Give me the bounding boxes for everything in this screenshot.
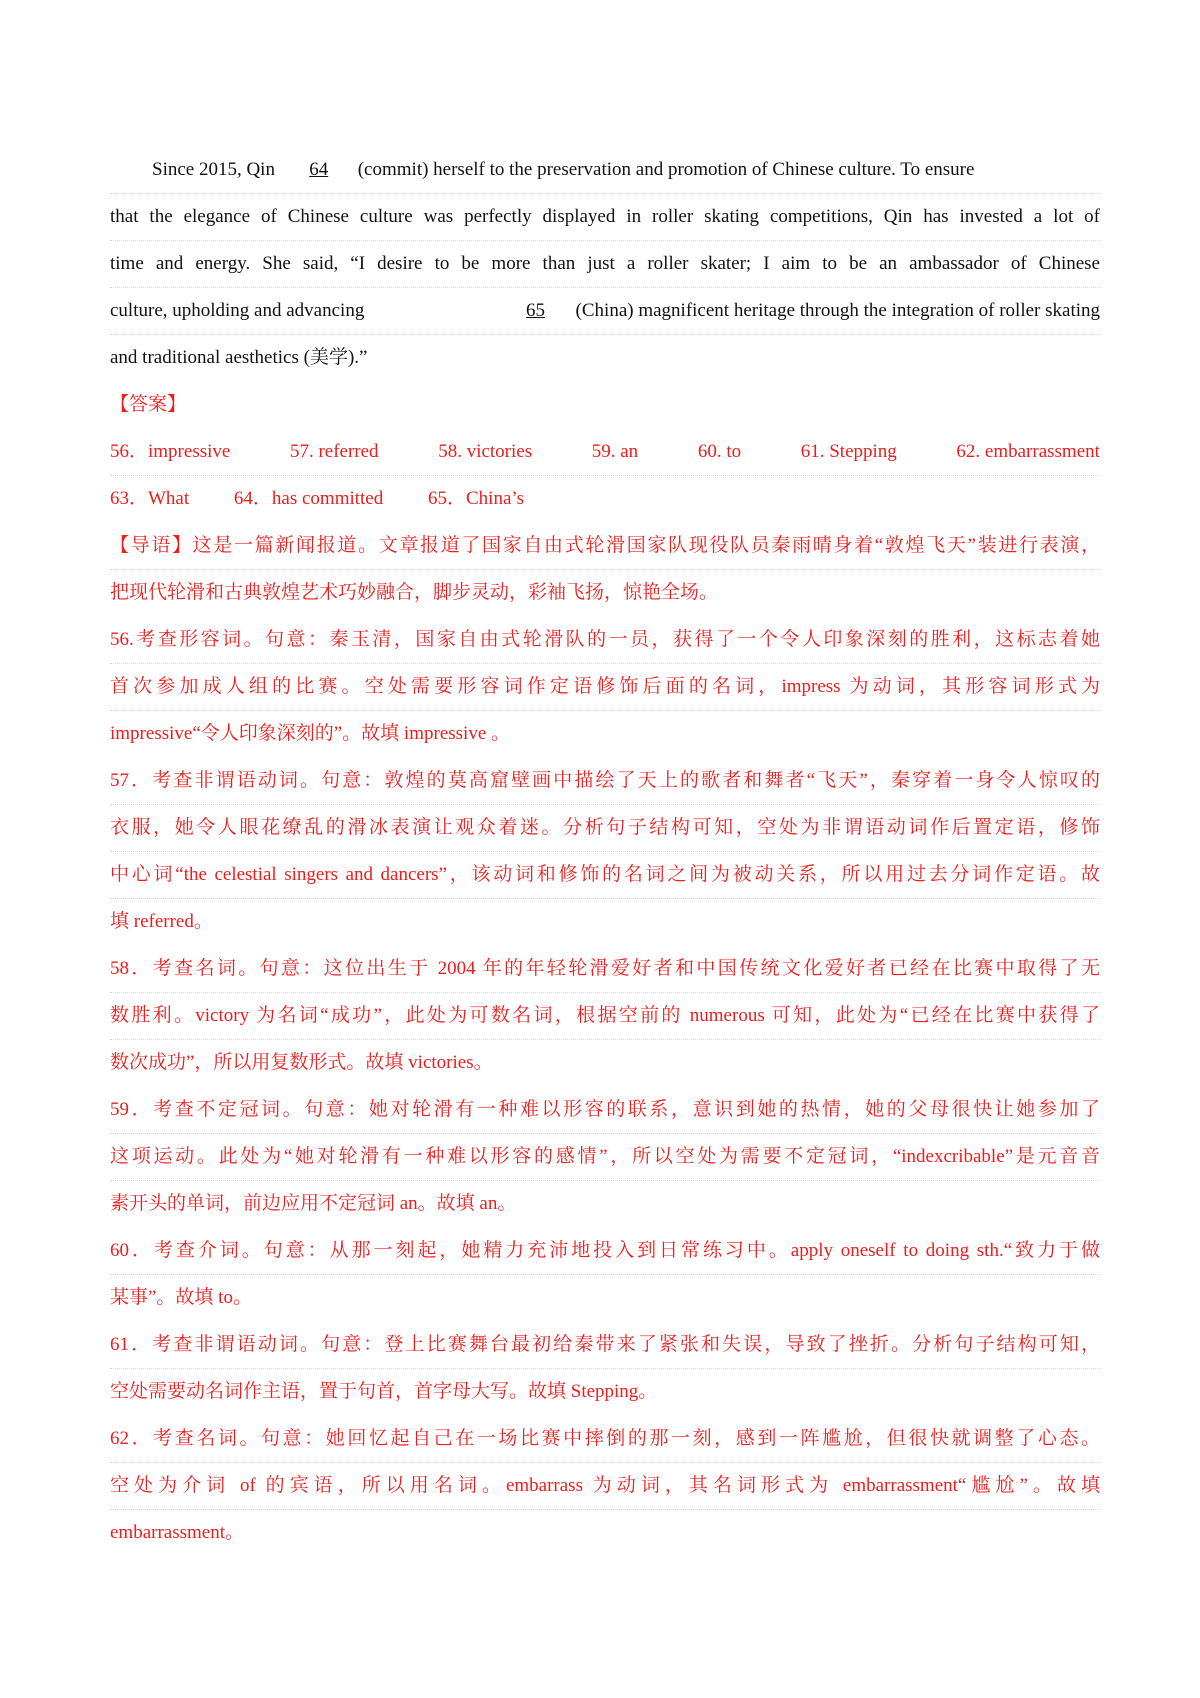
explanation-line: 60．考查介词。句意：从那一刻起，她精力充沛地投入到日常练习中。apply oneself to doing sth.“致力于做 xyxy=(110,1227,1100,1275)
answer-item: 62. embarrassment xyxy=(956,441,1100,462)
explanation-line: 衣服，她令人眼花缭乱的滑冰表演让观众着迷。分析句子结构可知，空处为非谓语动词作后置定语，修饰 xyxy=(110,804,1100,852)
passage-line-4 xyxy=(110,287,1100,335)
passage-line-5: and traditional aesthetics (美学).” xyxy=(110,347,368,368)
answer-item: 58. victories xyxy=(438,441,533,462)
explanation-line: 62．考查名词。句意：她回忆起自己在一场比赛中摔倒的那一刻，感到一阵尴尬，但很快就调整了心态。 xyxy=(110,1415,1100,1463)
passage-text: Since 2015, Qin xyxy=(152,159,275,180)
passage-line-1 xyxy=(110,146,1100,194)
answer-item: 56．impressive xyxy=(110,441,231,462)
explanation-line: 58．考查名词。句意：这位出生于 2004 年的年轻轮滑爱好者和中国传统文化爱好者已经在比赛中取得了无 xyxy=(110,945,1100,993)
answer-item: 61. Stepping xyxy=(800,441,897,462)
explanation-line: 57．考查非谓语动词。句意：敦煌的莫高窟壁画中描绘了天上的歌者和舞者“飞天”，秦穿着一身令人惊叹的 xyxy=(110,757,1100,805)
explanation-line: 填 referred。 xyxy=(110,911,213,932)
answers-row-2 xyxy=(110,475,1100,522)
explanation-line: 空处为介词 of 的宾语，所以用名词。embarrass 为动词，其名词形式为 embarrassment“尴尬”。故填 xyxy=(110,1462,1100,1510)
explanation-line: 数胜利。victory 为名词“成功”，此处为可数名词，根据空前的 numerous 可知，此处为“已经在比赛中获得了 xyxy=(110,992,1100,1040)
passage-text: (China) magnificent heritage through the integration of roller skating xyxy=(575,300,1100,321)
passage-line-3: time and energy. She said, “I desire to be more than just a roller skater; I aim to be an ambassador of Chinese xyxy=(110,240,1100,288)
answer-item: 59. an xyxy=(591,441,639,462)
blank-64: 64 xyxy=(309,159,329,180)
explanation-line: 素开头的单词，前边应用不定冠词 an。故填 an。 xyxy=(110,1193,517,1214)
answer-item: 64．has committed xyxy=(233,488,384,509)
answer-item: 63．What xyxy=(110,488,190,509)
answers-row-1 xyxy=(110,428,1100,476)
explanation-line: 中心词“the celestial singers and dancers”，该动词和修饰的名词之间为被动关系，所以用过去分词作定语。故 xyxy=(110,851,1100,899)
explanation-line: 61．考查非谓语动词。句意：登上比赛舞台最初给秦带来了紧张和失误，导致了挫折。分析句子结构可知， xyxy=(110,1321,1100,1369)
answer-item: 60. to xyxy=(697,441,742,462)
explanation-line: embarrassment。 xyxy=(110,1522,245,1543)
passage-text: (commit) herself to the preservation and promotion of Chinese culture. To ensure xyxy=(357,159,975,180)
explanation-line: 首次参加成人组的比赛。空处需要形容词作定语修饰后面的名词，impress 为动词，其形容词形式为 xyxy=(110,663,1100,711)
explanation-line: 【导语】这是一篇新闻报道。文章报道了国家自由式轮滑国家队现役队员秦雨晴身着“敦煌飞天”装进行表演， xyxy=(110,522,1100,570)
explanation-line: 56.考查形容词。句意：秦玉清，国家自由式轮滑队的一员，获得了一个令人印象深刻的胜利，这标志着她 xyxy=(110,616,1100,664)
explanation-line: 某事”。故填 to。 xyxy=(110,1287,252,1308)
answer-item: 65．China’s xyxy=(428,488,525,509)
explanation-line: impressive“令人印象深刻的”。故填 impressive 。 xyxy=(110,723,511,744)
answer-heading: 【答案】 xyxy=(110,394,187,415)
answer-item: 57. referred xyxy=(289,441,379,462)
explanation-line: 这项运动。此处为“她对轮滑有一种难以形容的感情”，所以空处为需要不定冠词，“indexcribable”是元音音 xyxy=(110,1133,1100,1181)
blank-65: 65 xyxy=(526,300,546,321)
passage-line-2: that the elegance of Chinese culture was perfectly displayed in roller skating competitions, Qin has invested a lot of xyxy=(110,193,1100,241)
explanation-line: 59．考查不定冠词。句意：她对轮滑有一种难以形容的联系，意识到她的热情，她的父母很快让她参加了 xyxy=(110,1086,1100,1134)
explanation-line: 空处需要动名词作主语，置于句首，首字母大写。故填 Stepping。 xyxy=(110,1381,658,1402)
explanation-line: 把现代轮滑和古典敦煌艺术巧妙融合，脚步灵动，彩袖飞扬，惊艳全场。 xyxy=(110,582,719,603)
passage-text: culture, upholding and advancing xyxy=(110,300,365,321)
explanation-line: 数次成功”，所以用复数形式。故填 victories。 xyxy=(110,1052,493,1073)
